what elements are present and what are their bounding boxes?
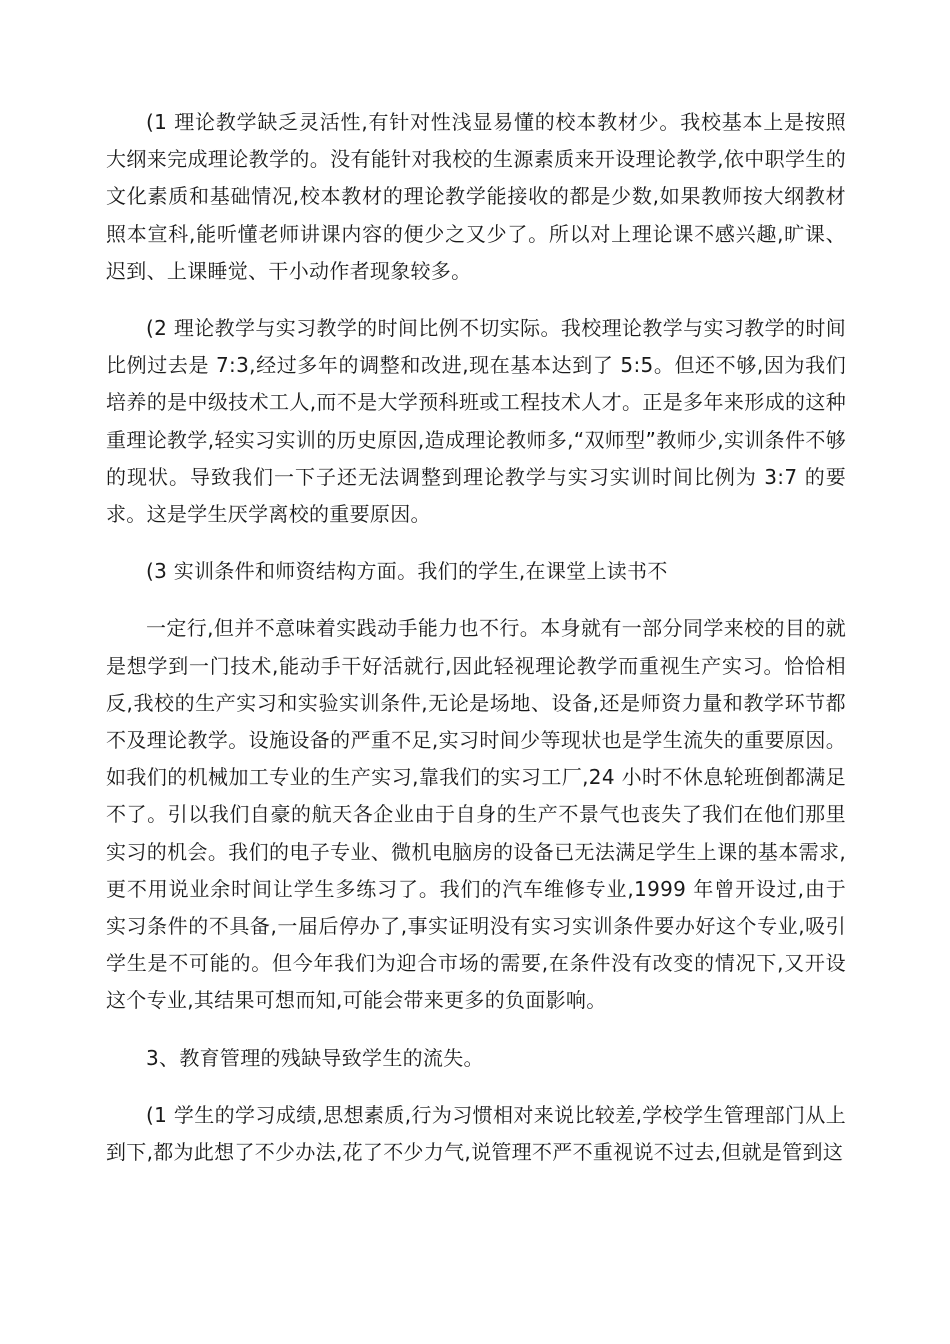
paragraph-time-ratio: (2 理论教学与实习教学的时间比例不切实际。我校理论教学与实习教学的时间比例过去是 7:3,经过多年的调整和改进,现在基本达到了 5:5。但还不够,因为我们培养的是中级技术工人,而不是大学预科班或工程技术人才。正是多年来形成的这种重理论教学,轻实习实训的历史原因,造成理论教师多,“双师型”教师少,实训条件不够的现状。导致我们一下子还无法调整到理论教学与实习实训时间比例为 3:7 的要求。这是学生厌学离校的重要原因。 — [106, 316, 846, 527]
paragraph-training-conditions: (3 实训条件和师资结构方面。我们的学生,在课堂上读书不 — [146, 559, 668, 584]
paragraph-theory-teaching: (1 理论教学缺乏灵活性,有针对性浅显易懂的校本教材少。我校基本上是按照大纲来完成理论教学的。没有能针对我校的生源素质来开设理论教学,依中职学生的文化素质和基础情况,校本教材的理论教学能接收的都是少数,如果教师按大纲教材照本宣科,能听懂老师讲课内容的便少之又少了。所以对上理论课不感兴趣,旷课、迟到、上课睡觉、干小动作者现象较多。 — [106, 110, 846, 283]
document-body — [106, 104, 846, 1191]
paragraph-practical-ability: 一定行,但并不意味着实践动手能力也不行。本身就有一部分同学来校的目的就是想学到一门技术,能动手干好活就行,因此轻视理论教学而重视生产实习。恰恰相反,我校的生产实习和实验实训条件,无论是场地、设备,还是师资力量和教学环节都不及理论教学。设施设备的严重不足,实习时间少等现状也是学生流失的重要原因。如我们的机械加工专业的生产实习,靠我们的实习工厂,24 小时不休息轮班倒都满足不了。引以我们自豪的航天各企业由于自身的生产不景气也丧失了我们在他们那里实习的机会。我们的电子专业、微机电脑房的设备已无法满足学生上课的基本需求,更不用说业余时间让学生多练习了。我们的汽车维修专业,1999 年曾开设过,由于实习条件的不具备,一届后停办了,事实证明没有实习实训条件要办好这个专业,吸引学生是不可能的。但今年我们为迎合市场的需要,在条件没有改变的情况下,又开设这个专业,其结果可想而知,可能会带来更多的负面影响。 — [106, 616, 846, 1013]
paragraph-student-management: (1 学生的学习成绩,思想素质,行为习惯相对来说比较差,学校学生管理部门从上到下,都为此想了不少办法,花了不少力气,说管理不严不重视说不过去,但就是管到这 — [106, 1102, 846, 1165]
section-heading-management: 3、教育管理的残缺导致学生的流失。 — [146, 1045, 484, 1070]
